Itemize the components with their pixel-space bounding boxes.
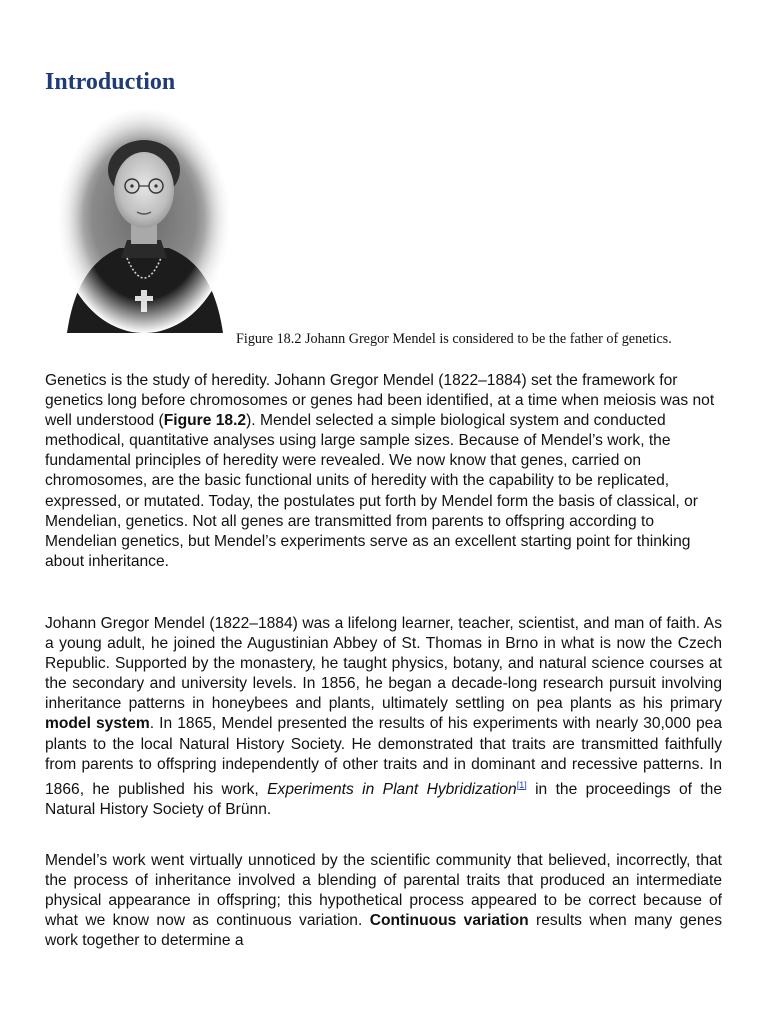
paragraph-continuous-variation — [45, 851, 722, 951]
text: ). Mendel selected a simple biological system and conducted methodical, quantitative analyses using large sample sizes. Because of Mendel’s work, the fundamental principles of heredity were revealed. We now know that genes, carried on chromosomes, are the basic functional units of heredity with the capability to be replicated, expressed, or mutated. Today, the postulates put forth by Mendel form the basis of classical, or Mendelian, genetics. Not all genes are transmitted from parents to offspring according to Mendelian genetics, but Mendel’s experiments serve as an excellent starting point for thinking about inheritance. — [45, 412, 698, 570]
paragraph-mendel-biography — [45, 614, 722, 820]
figure-caption: Figure 18.2 Johann Gregor Mendel is considered to be the father of genetics. — [236, 331, 672, 347]
paragraph-genetics-intro — [45, 371, 722, 572]
text: Mendel’s work went virtually unnoticed by the scientific community that believed, incorrectly, that the process of inheritance involved a blending of parental traits that produced an intermediate physical appearance in offspring; this hypothetical process appeared to be correct because of what we know now as continuous variation. — [45, 852, 722, 930]
text: in the proceedings of the Natural History Society of Brünn. — [45, 780, 723, 818]
key-term-continuous-variation: Continuous variation — [369, 912, 529, 930]
text: Johann Gregor Mendel (1822–1884) was a lifelong learner, teacher, scientist, and man of faith. As a young adult, he joined the Augustinian Abbey of St. Thomas in Brno in what is now the Czech Republic. Supported by the monastery, he taught physics, botany, and natural science courses at the secondary and university levels. In 1856, he began a decade-long research pursuit involving inheritance patterns in honeybees and plants, ultimately settling on pea plants as his primary — [45, 615, 722, 713]
figure-reference: Figure 18.2 — [163, 412, 247, 430]
work-title: Experiments in Plant Hybridization — [267, 780, 517, 798]
key-term-model-system: model system — [45, 715, 150, 733]
page-title: Introduction — [45, 69, 176, 95]
mendel-portrait-image — [57, 108, 232, 333]
text: results when many genes work together to determine a — [45, 912, 722, 950]
text: . In 1865, Mendel presented the results of his experiments with nearly 30,000 pea plants to the local Natural History Society. He demonstrated that traits are transmitted faithfully from parents to offspring independently of other traits and in dominant and recessive patterns. In 1866, he published his work, — [45, 715, 722, 798]
text: Genetics is the study of heredity. Johann Gregor Mendel (1822–1884) set the framework for genetics long before chromosomes or genes had been identified, at a time when meiosis was not well understood ( — [45, 372, 715, 430]
footnote-link[interactable]: [1] — [516, 779, 527, 790]
